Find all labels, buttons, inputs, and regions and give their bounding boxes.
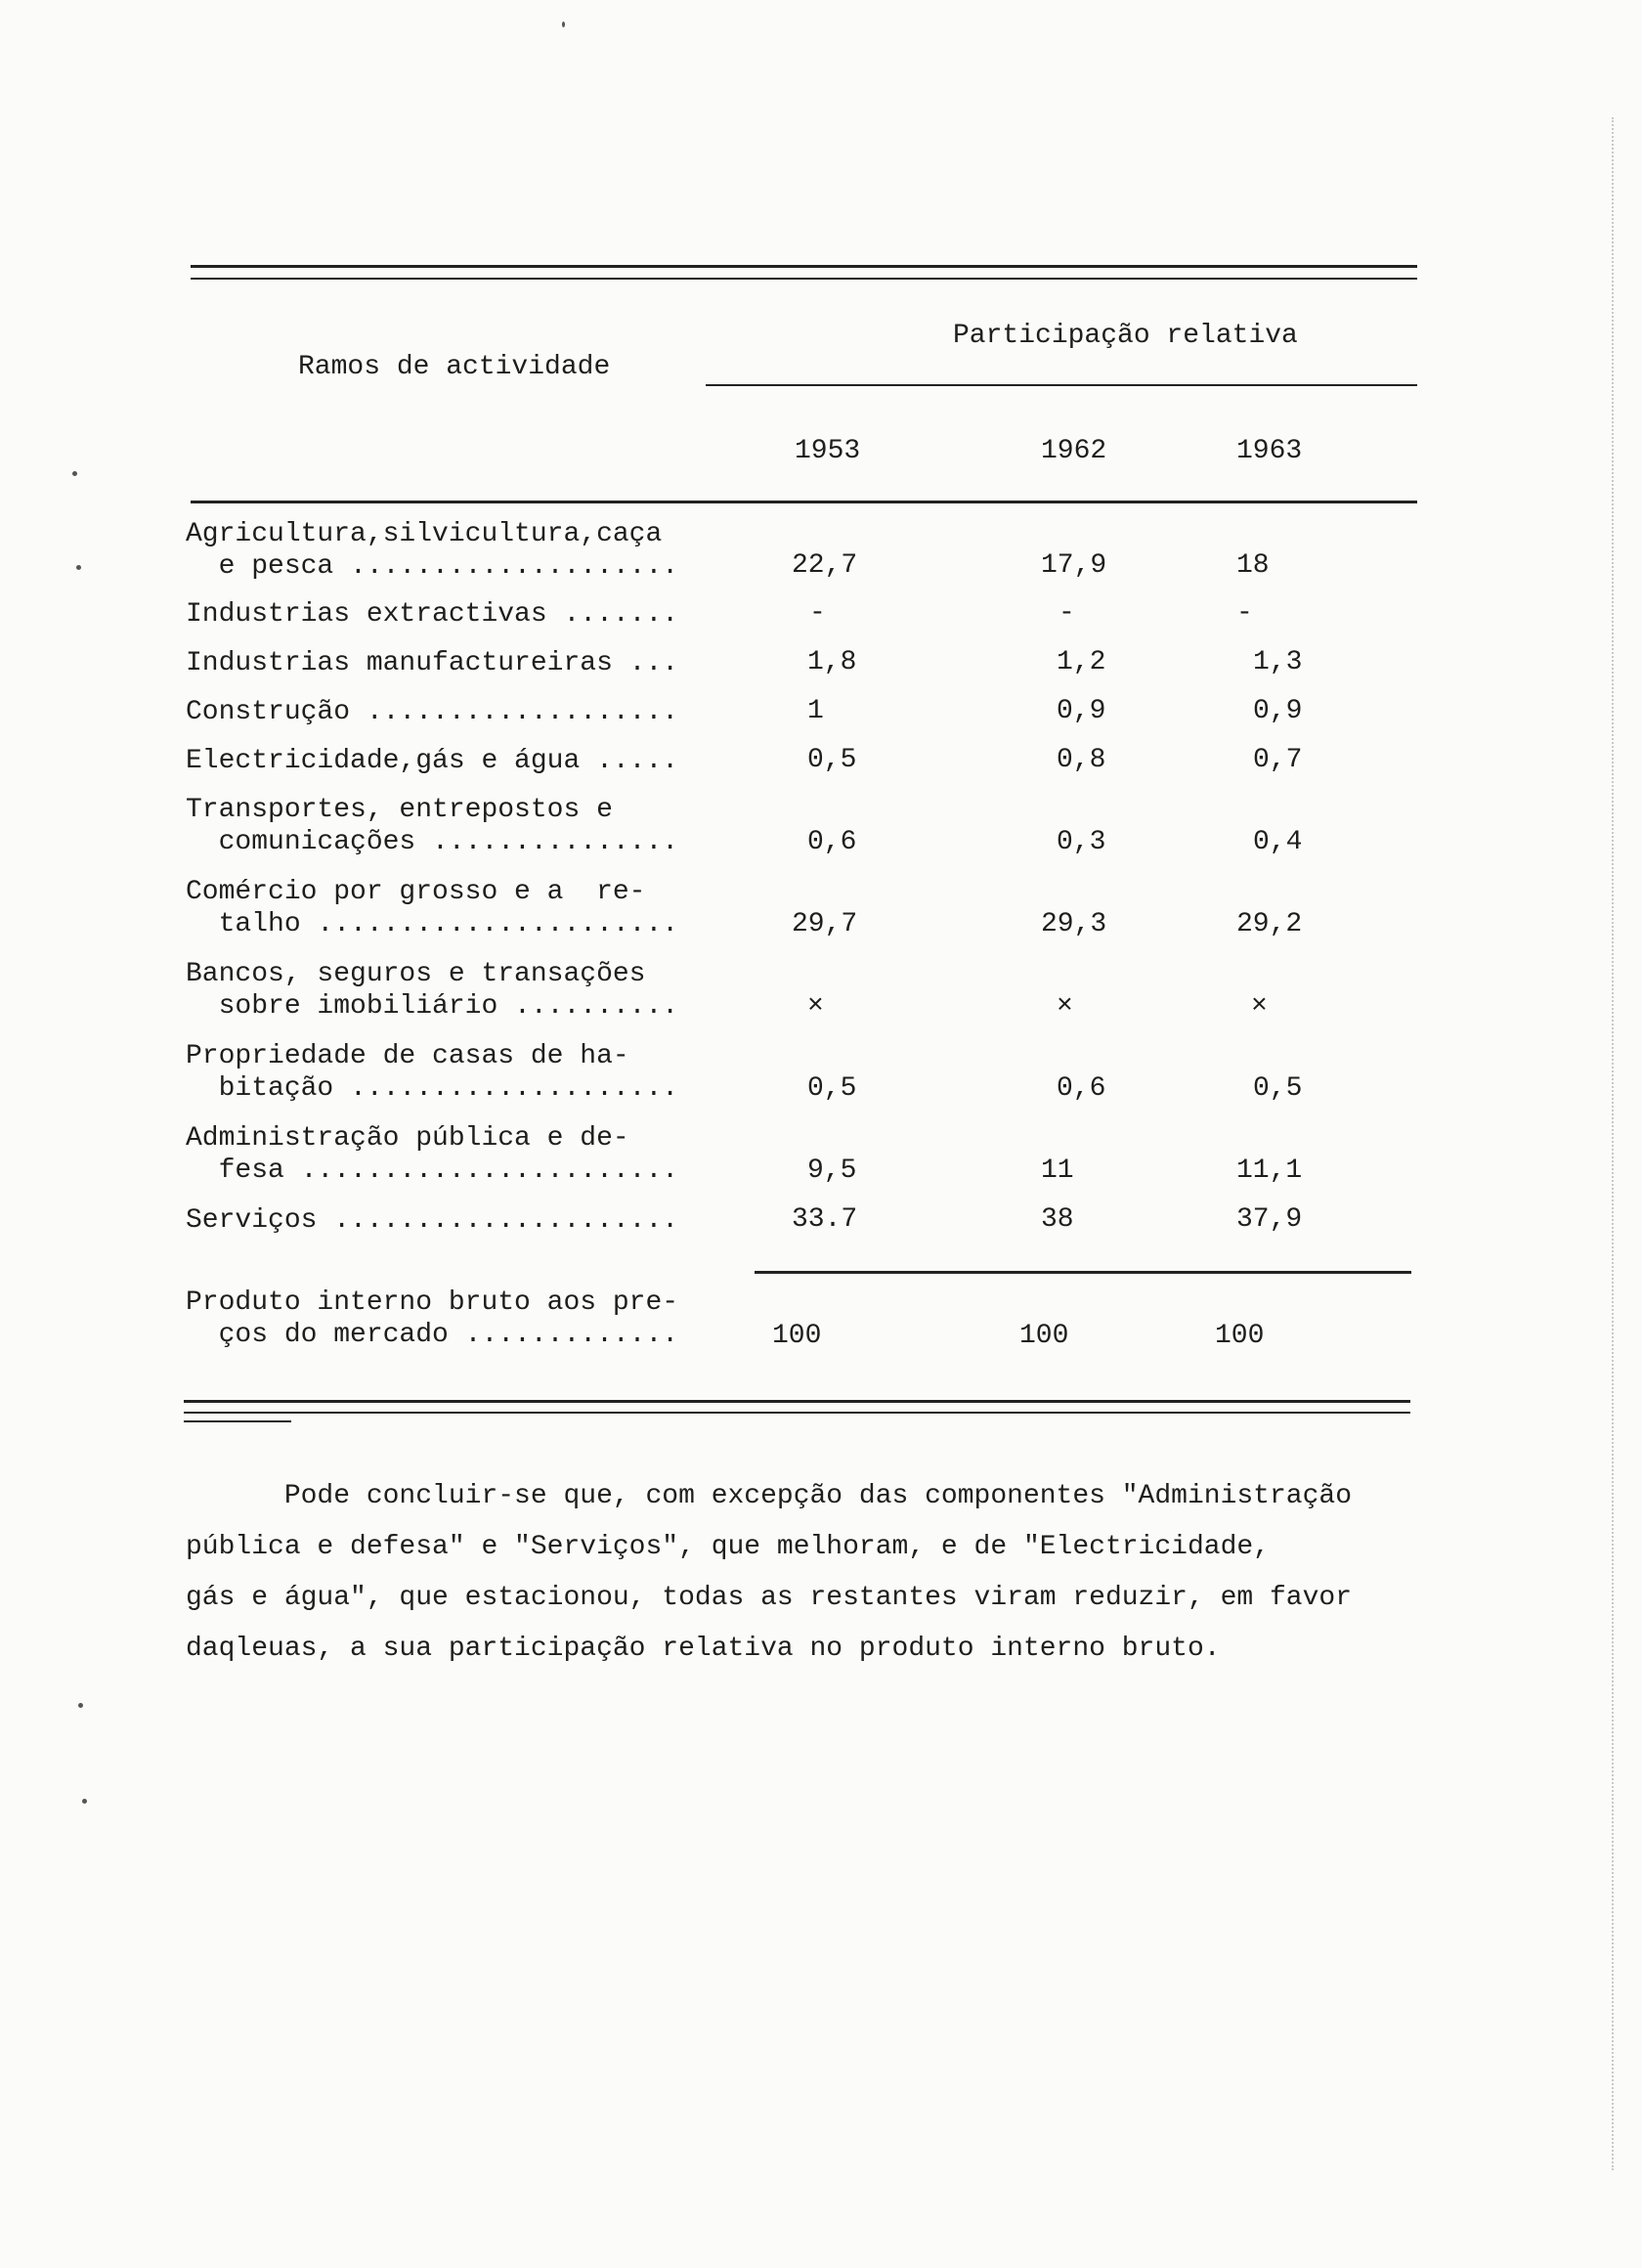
table-cell: 1,3	[1253, 647, 1303, 677]
table-row-label	[186, 876, 678, 940]
table-cell: 0,7	[1253, 745, 1303, 775]
header-row-label: Ramos de actividade	[298, 352, 611, 382]
table-cell: 0,9	[1253, 696, 1303, 726]
label-line: Comércio por grosso e a re-	[186, 877, 646, 907]
label-line: ços do mercado .............	[186, 1320, 679, 1350]
label-line: bitação ....................	[186, 1073, 679, 1104]
table-cell: 1	[807, 696, 824, 726]
label-line: Bancos, seguros e transações	[186, 959, 646, 989]
header-bottom-rule	[191, 501, 1417, 503]
header-year-1963: 1963	[1236, 436, 1303, 466]
table-cell: 11,1	[1236, 1156, 1303, 1186]
total-row-label	[186, 1287, 678, 1351]
table-row-label	[186, 1204, 678, 1237]
label-line: fesa .......................	[186, 1156, 679, 1186]
scan-speck	[562, 22, 565, 27]
header-year-1953: 1953	[795, 436, 861, 466]
table-row-label	[186, 598, 678, 631]
table-cell: 11	[1041, 1156, 1074, 1186]
table-cell: 0,9	[1057, 696, 1106, 726]
table-cell: 37,9	[1236, 1204, 1303, 1235]
table-cell: 38	[1041, 1204, 1074, 1235]
table-cell: 17,9	[1041, 550, 1107, 581]
paragraph-line: daqleuas, a sua participação relativa no produto interno bruto.	[186, 1634, 1221, 1664]
table-cell: 0,8	[1057, 745, 1106, 775]
label-line: Transportes, entrepostos e	[186, 795, 613, 825]
label-line: sobre imobiliário ..........	[186, 991, 679, 1022]
table-row-label	[186, 696, 678, 728]
table-row-label	[186, 794, 678, 858]
table-cell: 0,3	[1057, 827, 1106, 857]
total-separator-rule	[755, 1271, 1411, 1274]
table-bottom-rule	[184, 1400, 1410, 1403]
label-line: Administração pública e de-	[186, 1123, 629, 1154]
table-cell: ×	[1057, 991, 1073, 1022]
label-line: comunicações ...............	[186, 827, 679, 857]
table-cell: 29,3	[1041, 909, 1107, 939]
label-line: e pesca ....................	[186, 551, 679, 582]
scan-speck	[78, 1703, 83, 1708]
label-line: talho ......................	[186, 909, 679, 939]
table-cell: ×	[807, 991, 824, 1022]
table-cell: 18	[1236, 550, 1270, 581]
label-line: Produto interno bruto aos pre-	[186, 1287, 679, 1318]
table-row-label	[186, 958, 678, 1023]
header-group-label: Participação relativa	[953, 321, 1298, 351]
table-row-label	[186, 1040, 678, 1105]
table-top-rule-2	[191, 278, 1417, 280]
scan-edge	[1612, 117, 1615, 2170]
scan-speck	[72, 471, 77, 476]
table-cell: 29,2	[1236, 909, 1303, 939]
table-cell: 33.7	[792, 1204, 858, 1235]
label-line: Industrias manufactureiras ...	[186, 648, 679, 678]
table-bottom-rule-2	[184, 1412, 1410, 1414]
scan-speck	[82, 1799, 87, 1804]
table-cell: 0,6	[807, 827, 857, 857]
table-cell: 0,5	[807, 1073, 857, 1104]
label-line: Construção ...................	[186, 697, 679, 727]
table-cell: ×	[1251, 991, 1268, 1022]
total-cell: 100	[1215, 1321, 1265, 1351]
label-line: Electricidade,gás e água .....	[186, 746, 679, 776]
table-top-rule	[191, 265, 1417, 268]
table-cell: 1,8	[807, 647, 857, 677]
scan-speck	[76, 565, 81, 570]
table-cell: 0,5	[1253, 1073, 1303, 1104]
table-row-label	[186, 647, 678, 679]
table-cell: -	[1236, 598, 1253, 629]
table-cell: 22,7	[792, 550, 858, 581]
total-cell: 100	[1019, 1321, 1069, 1351]
table-cell: 29,7	[792, 909, 858, 939]
table-row-label	[186, 1122, 678, 1187]
paragraph-line: Pode concluir-se que, com excepção das componentes "Administração	[186, 1481, 1352, 1511]
label-line: Propriedade de casas de ha-	[186, 1041, 629, 1071]
table-cell: 1,2	[1057, 647, 1106, 677]
header-year-1962: 1962	[1041, 436, 1107, 466]
table-cell: 0,4	[1253, 827, 1303, 857]
table-cell: -	[1059, 598, 1075, 629]
total-cell: 100	[772, 1321, 822, 1351]
header-group-rule	[706, 384, 1417, 386]
table-row-label	[186, 518, 678, 583]
paragraph-line: pública e defesa" e "Serviços", que melhoram, e de "Electricidade,	[186, 1532, 1270, 1562]
table-cell: -	[809, 598, 826, 629]
conclusion-paragraph	[186, 1471, 1476, 1675]
label-line: Agricultura,silvicultura,caça	[186, 519, 663, 549]
label-line: Serviços .....................	[186, 1205, 679, 1236]
table-bottom-rule-stub	[184, 1420, 291, 1422]
table-row-label	[186, 745, 678, 777]
table-cell: 9,5	[807, 1156, 857, 1186]
paragraph-line: gás e água", que estacionou, todas as restantes viram reduzir, em favor	[186, 1583, 1352, 1613]
table-cell: 0,5	[807, 745, 857, 775]
table-cell: 0,6	[1057, 1073, 1106, 1104]
label-line: Industrias extractivas .......	[186, 599, 679, 630]
